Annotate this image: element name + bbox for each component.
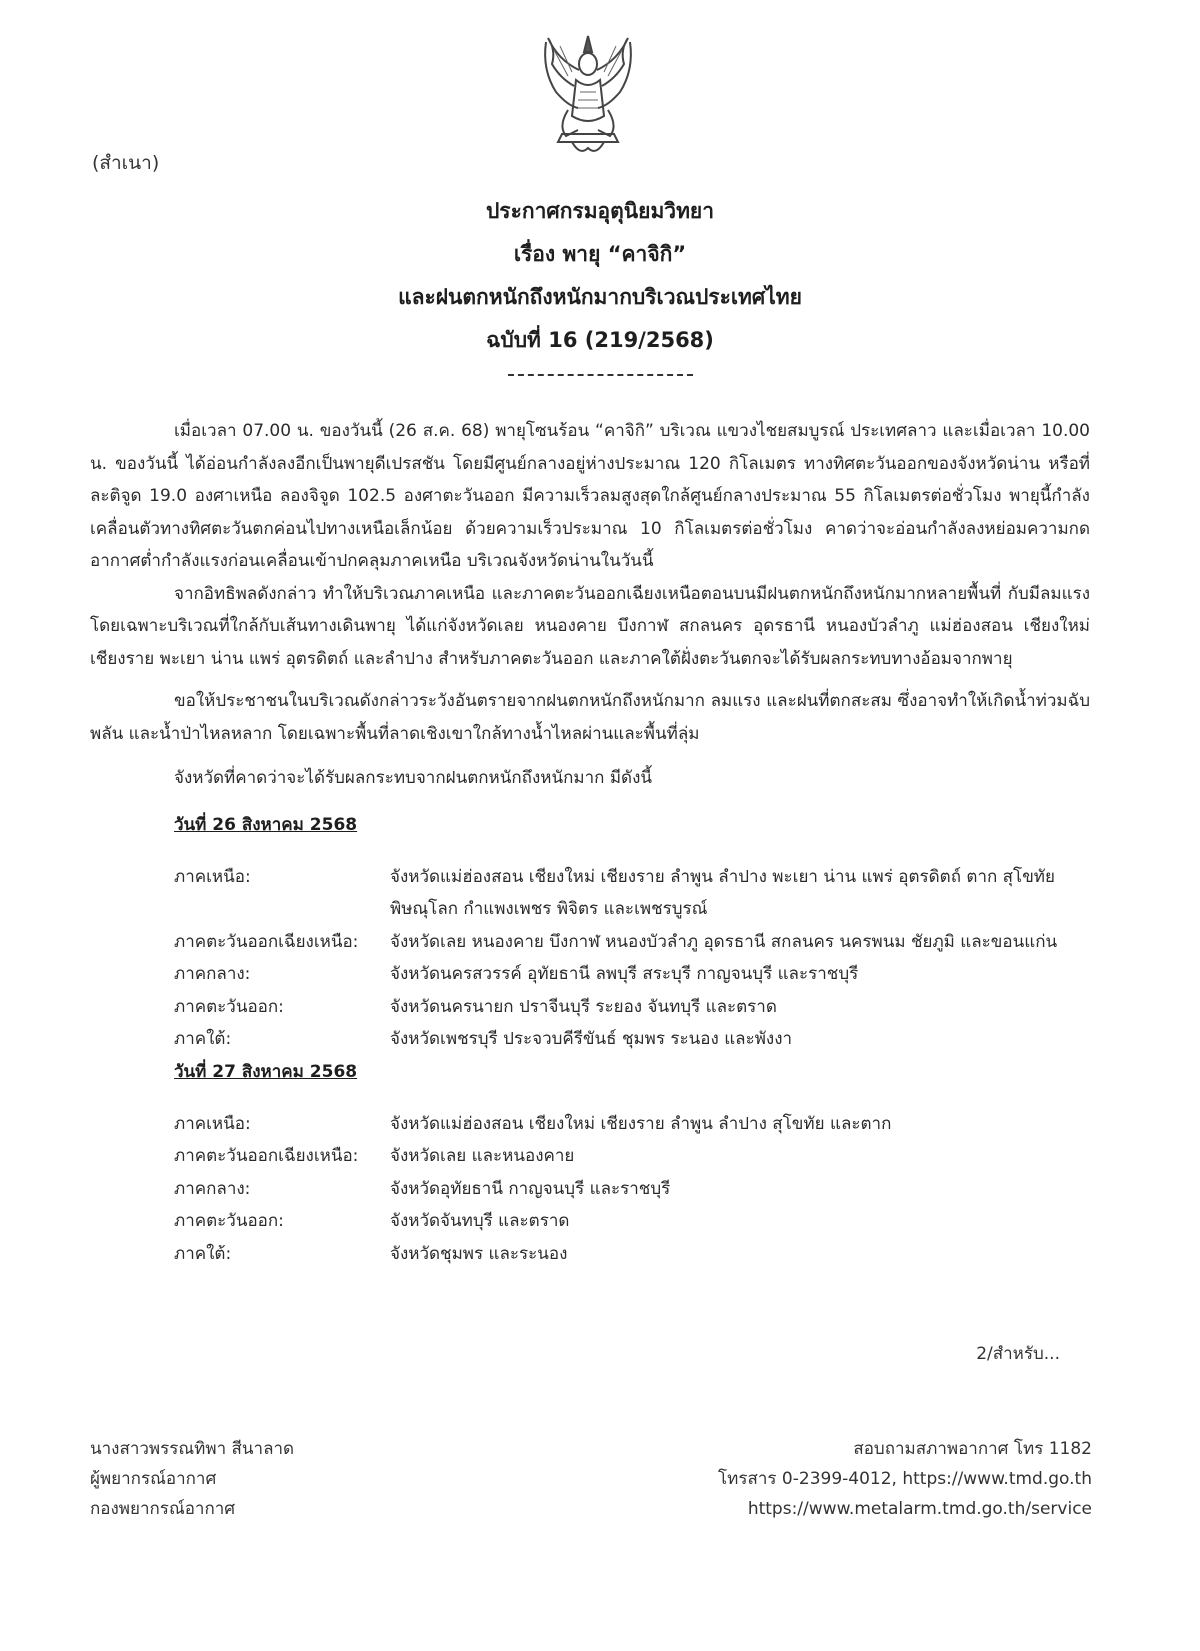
region-provinces: จังหวัดเพชรบุรี ประจวบคีรีขันธ์ ชุมพร ระนอง และพังงา [390,1029,793,1049]
title-divider [508,374,693,376]
region-row [174,1140,1090,1173]
region-list [90,1108,1090,1271]
signatory-name: นางสาวพรรณทิพา สีนาลาด [90,1439,295,1459]
region-row [174,926,1090,959]
region-row [174,1173,1090,1206]
issue-number: ฉบับที่ 16 (219/2568) [486,328,714,352]
region-name: ภาคตะวันออกเฉียงเหนือ: [174,931,359,952]
region-name: ภาคใต้: [174,1029,232,1049]
region-provinces: จังหวัดชุมพร และระนอง [390,1243,568,1264]
paragraph-intro: จังหวัดที่คาดว่าจะได้รับผลกระทบจากฝนตกหนักถึงหนักมาก มีดังนี้ [174,768,653,788]
contact-service-link: https://www.metalarm.tmd.go.th/service [747,1499,1092,1519]
signatory-division: กองพยากรณ์อากาศ [90,1499,236,1519]
continued-note: 2/สำหรับ... [976,1344,1060,1364]
region-row [174,958,1090,991]
region-name: ภาคใต้: [174,1243,232,1264]
region-provinces: จังหวัดเลย หนองคาย บึงกาฬ หนองบัวลำภู อุดรธานี สกลนคร นครพนม ชัยภูมิ และขอนแก่น [390,931,1058,952]
day-block-26 [90,809,1090,1056]
region-name: ภาคตะวันออกเฉียงเหนือ: [174,1146,359,1166]
paragraph-warning: ขอให้ประชาชนในบริเวณดังกล่าวระวังอันตรายจากฝนตกหนักถึงหนักมาก ลมแรง และฝนที่ตกสะสม ซึ่งอาจทำให้เกิดน้ำท่วมฉับพลัน และน้ำป่าไหลหลาก โดยเฉพาะพื้นที่ลาดเชิงเขาใกล้ทางน้ำไหลผ่านและพื้นที่ลุ่ม [90,691,1090,744]
subject-title: เรื่อง พายุ “คาจิกิ” [513,242,687,266]
region-row [174,1238,1090,1271]
title-block [0,190,1200,376]
subject-subtitle: และฝนตกหนักถึงหนักมากบริเวณประเทศไทย [398,285,802,309]
signatory-position: ผู้พยากรณ์อากาศ [90,1469,217,1489]
day-heading: วันที่ 26 สิงหาคม 2568 [174,814,358,835]
region-name: ภาคเหนือ: [174,1113,251,1134]
day-block-27 [90,1056,1090,1271]
region-row [174,1108,1090,1141]
region-provinces: จังหวัดอุทัยธานี กาญจนบุรี และราชบุรี [390,1178,671,1199]
region-row [174,991,1090,1024]
region-list [90,861,1090,1056]
contact-block [718,1434,1092,1524]
paragraph-storm-status: เมื่อเวลา 07.00 น. ของวันนี้ (26 ส.ค. 68) พายุโซนร้อน “คาจิกิ” บริเวณ แขวงไชยสมบูรณ์ ประเทศลาว และเมื่อเวลา 10.00 น. ของวันนี้ ได้อ่อนกำลังลงอีกเป็นพายุดีเปรสชัน โดยมีศูนย์กลางอยู่ห่างประมาณ 120 กิโลเมตร ทางทิศตะวันออกของจังหวัดน่าน หรือที่ละติจูด 19.0 องศาเหนือ ลองจิจูด 102.5 องศาตะวันออก มีความเร็วลมสูงสุดใกล้ศูนย์กลางประมาณ 55 กิโลเมตรต่อชั่วโมง พายุนี้กำลังเคลื่อนตัวทางทิศตะวันตกค่อนไปทางเหนือเล็กน้อย ด้วยความเร็วประมาณ 10 กิโลเมตรต่อชั่วโมง คาดว่าจะอ่อนกำลังลงหย่อมความกดอากาศต่ำกำลังแรงก่อนเคลื่อนเข้าปกคลุมภาคเหนือ บริเวณจังหวัดน่านในวันนี้ [90,421,1090,571]
region-name: ภาคตะวันออก: [174,1211,284,1231]
region-name: ภาคเหนือ: [174,866,251,887]
region-provinces: จังหวัดนครนายก ปราจีนบุรี ระยอง จันทบุรี และตราด [390,996,777,1017]
day-heading: วันที่ 27 สิงหาคม 2568 [174,1061,358,1082]
region-name: ภาคกลาง: [174,1178,251,1199]
region-provinces: จังหวัดแม่ฮ่องสอน เชียงใหม่ เชียงราย ลำพูน ลำปาง สุโขทัย และตาก [390,1113,892,1134]
copy-label: (สำเนา) [92,152,160,174]
region-provinces: จังหวัดเลย และหนองคาย [390,1146,575,1166]
region-row [174,861,1090,926]
region-provinces: จังหวัดแม่ฮ่องสอน เชียงใหม่ เชียงราย ลำพูน ลำปาง พะเยา น่าน แพร่ อุตรดิตถ์ ตาก สุโขทัย พิษณุโลก กำแพงเพชร พิจิตร และเพชรบูรณ์ [390,866,1055,919]
region-name: ภาคตะวันออก: [174,996,284,1017]
paragraph-impact: จากอิทธิพลดังกล่าว ทำให้บริเวณภาคเหนือ และภาคตะวันออกเฉียงเหนือตอนบนมีฝนตกหนักถึงหนักมากหลายพื้นที่ กับมีลมแรง โดยเฉพาะบริเวณที่ใกล้กับเส้นทางเดินพายุ ได้แก่จังหวัดเลย หนองคาย บึงกาฬ สกลนคร อุดรธานี หนองบัวลำภู แม่ฮ่องสอน เชียงใหม่ เชียงราย พะเยา น่าน แพร่ อุตรดิตถ์ และลำปาง สำหรับภาคตะวันออก และภาคใต้ฝั่งตะวันตกจะได้รับผลกระทบทางอ้อมจากพายุ [90,583,1090,669]
contact-fax-website: โทรสาร 0-2399-4012, https://www.tmd.go.th [718,1469,1092,1489]
region-provinces: จังหวัดนครสวรรค์ อุทัยธานี ลพบุรี สระบุรี กาญจนบุรี และราชบุรี [390,964,859,984]
contact-phone: สอบถามสภาพอากาศ โทร 1182 [853,1439,1092,1459]
announcement-body [90,415,1090,1270]
region-provinces: จังหวัดจันทบุรี และตราด [390,1211,570,1231]
region-name: ภาคกลาง: [174,964,251,984]
garuda-emblem-icon [538,30,638,162]
region-row [174,1023,1090,1056]
department-title: ประกาศกรมอุตุนิยมวิทยา [485,199,715,223]
signatory-block [90,1434,294,1524]
region-row [174,1205,1090,1238]
